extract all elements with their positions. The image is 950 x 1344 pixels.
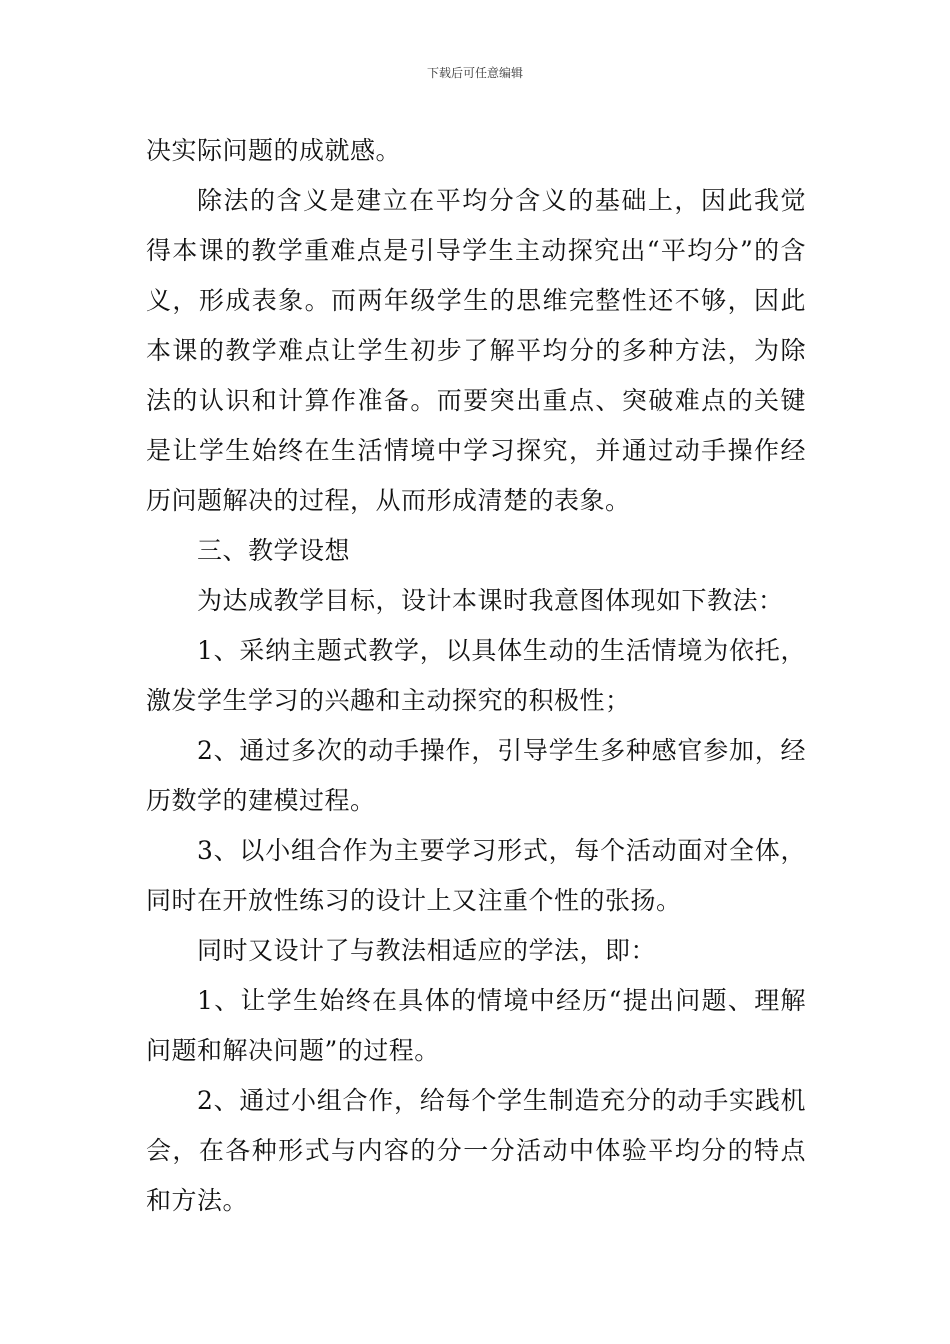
paragraph-learning-intro: 同时又设计了与教法相适应的学法，即：	[197, 936, 657, 965]
paragraph-teaching-intro: 为达成教学目标，设计本课时我意图体现如下教法：	[197, 586, 784, 615]
list-item-learning-1: 1、让学生始终在具体的情境中经历“提出问题、理解问题和解决问题”的过程。	[146, 986, 806, 1065]
paragraph-difficulty: 除法的含义是建立在平均分含义的基础上，因此我觉得本课的教学重难点是引导学生主动探究出“平均分”的含义，形成表象。而两年级学生的思维完整性还不够，因此本课的教学难点让学生初步了解平均分的多种方法，为除法的认识和计算作准备。而要突出重点、突破难点的关键是让学生始终在生活情境中学习探究，并通过动手操作经历问题解决的过程，从而形成清楚的表象。	[146, 186, 806, 515]
page-header-note: 下载后可任意编辑	[426, 66, 523, 80]
list-item-method-2: 2、通过多次的动手操作，引导学生多种感官参加，经历数学的建模过程。	[146, 736, 806, 815]
list-item-method-3: 3、以小组合作为主要学习形式，每个活动面对全体，同时在开放性练习的设计上又注重个性的张扬。	[146, 836, 806, 915]
section-heading: 三、教学设想	[197, 536, 351, 565]
paragraph-continuation: 决实际问题的成就感。	[146, 136, 402, 165]
list-item-method-1: 1、采纳主题式教学，以具体生动的生活情境为依托，激发学生学习的兴趣和主动探究的积极性；	[146, 636, 806, 715]
list-item-learning-2: 2、通过小组合作，给每个学生制造充分的动手实践机会，在各种形式与内容的分一分活动中体验平均分的特点和方法。	[146, 1086, 806, 1215]
document-body	[146, 126, 806, 1226]
